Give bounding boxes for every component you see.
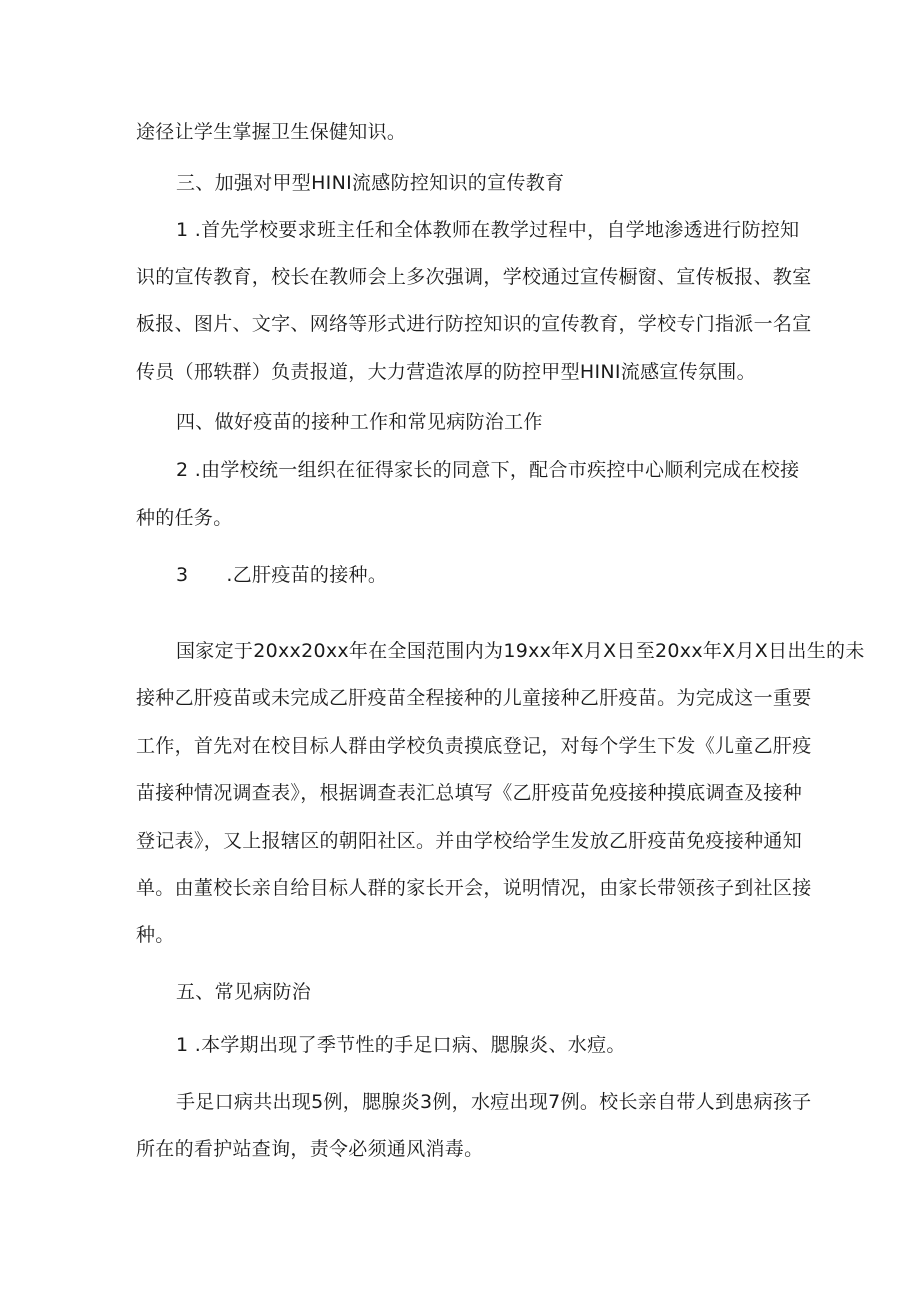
paragraph-line: 种。 [136, 924, 175, 946]
section-heading: 五、常见病防治 [176, 981, 312, 1003]
section-heading: 三、加强对甲型HINI流感防控知识的宣传教育 [176, 172, 565, 194]
paragraph-line: 手足口病共出现5例，腮腺炎3例，水痘出现7例。校长亲自带人到患病孩子 [176, 1091, 812, 1113]
paragraph-line: 登记表》，又上报辖区的朝阳社区。并由学校给学生发放乙肝疫苗免疫接种通知 [136, 830, 803, 852]
item-text: .乙肝疫苗的接种。 [226, 564, 388, 586]
paragraph-line: 1 .本学期出现了季节性的手足口病、腮腺炎、水痘。 [176, 1034, 626, 1056]
paragraph-line: 工作，首先对在校目标人群由学校负责摸底登记，对每个学生下发《儿童乙肝疫 [136, 735, 812, 757]
paragraph-line: 国家定于20xx20xx年在全国范围内为19xx年X月X日至20xx年X月X日出生的未 [176, 640, 865, 662]
paragraph-line: 途径让学生掌握卫生保健知识。 [136, 121, 407, 143]
numbered-item [176, 563, 387, 587]
paragraph-line: 所在的看护站查询，责令必须通风消毒。 [136, 1138, 484, 1160]
paragraph-line: 传员（邢轶群）负责报道，大力营造浓厚的防控甲型HINI流感宣传氛围。 [136, 361, 756, 383]
paragraph-line: 识的宣传教育，校长在教师会上多次强调，学校通过宣传橱窗、宣传板报、教室 [136, 266, 812, 288]
section-heading: 四、做好疫苗的接种工作和常见病防治工作 [176, 411, 543, 433]
paragraph-line: 苗接种情况调查表》，根据调查表汇总填写《乙肝疫苗免疫接种摸底调查及接种 [136, 782, 803, 804]
paragraph-line: 单。由董校长亲自给目标人群的家长开会，说明情况，由家长带领孩子到社区接 [136, 877, 812, 899]
paragraph-line: 接种乙肝疫苗或未完成乙肝疫苗全程接种的儿童接种乙肝疫苗。为完成这一重要 [136, 687, 812, 709]
item-number: 3 [176, 564, 189, 586]
paragraph-line: 2 .由学校统一组织在征得家长的同意下，配合市疾控中心顺利完成在校接 [176, 459, 800, 481]
paragraph-line: 种的任务。 [136, 507, 233, 529]
paragraph-line: 1 .首先学校要求班主任和全体教师在教学过程中，自学地渗透进行防控知 [176, 219, 800, 241]
paragraph-line: 板报、图片、文字、网络等形式进行防控知识的宣传教育，学校专门指派一名宣 [136, 313, 812, 335]
